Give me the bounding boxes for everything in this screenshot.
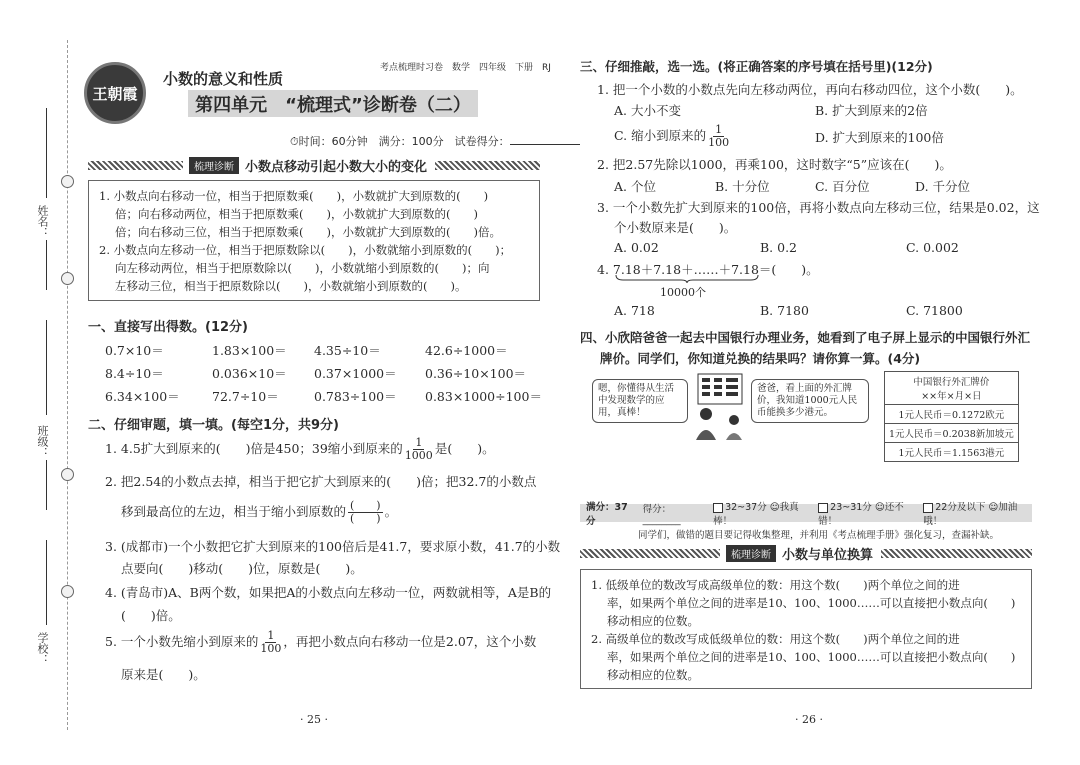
- fraction: $\frac{1}{100}$: [708, 123, 730, 149]
- s3-q3-line2: 个小数原来是( )。: [614, 220, 737, 235]
- review-tag: 梳理诊断: [189, 157, 239, 174]
- s3-q2-opt: B. 十分位: [715, 179, 770, 194]
- school-label: 学校：: [36, 632, 49, 665]
- calc-item: 0.36÷10×100＝: [425, 366, 527, 381]
- name-label: 姓名：: [36, 205, 49, 238]
- s2-q1: 1. 4.5扩大到原来的( )倍是450；39缩小到原来的 $\frac{1}{1000}$ 是( )。: [105, 436, 495, 462]
- binding-ring: [61, 175, 74, 188]
- s3-q1-opt-c: C. 缩小到原来的 $\frac{1}{100}$: [614, 123, 730, 149]
- section4-line1: 四、小欣陪爸爸一起去中国银行办理业务，她看到了电子屏上显示的中国银行外汇: [580, 330, 1031, 345]
- calc-item: 6.34×100＝: [105, 389, 180, 404]
- review-line: 2. 小数点向左移动一位，相当于把原数除以( )，小数就缩小到原数的( )；: [99, 243, 512, 257]
- s2-q2-line1: 2. 把2.54的小数点去掉，相当于把它扩大到原来的( )倍；把32.7的小数点: [105, 474, 537, 489]
- exam-meta: ⏱时间：60分钟 满分：100分 试卷得分：: [290, 133, 580, 149]
- score-level: 32~37分 ☺我真棒！: [713, 502, 799, 527]
- score-level: 22分及以下 ☺加油哦！: [923, 502, 1018, 527]
- sum-brace: [615, 274, 760, 284]
- review-line: 1. 小数点向右移动一位，相当于把原数乘( )，小数就扩大到原数的( ): [99, 189, 489, 203]
- s3-q1-opt-d: D. 扩大到原来的100倍: [815, 130, 944, 145]
- calc-item: 72.7÷10＝: [212, 389, 279, 404]
- brace-label: 10000个: [660, 286, 706, 299]
- s3-q3-opt: C. 0.002: [906, 240, 959, 255]
- calc-item: 0.036×10＝: [212, 366, 287, 381]
- speech-bubble-girl: 爸爸，看上面的外汇牌 价，我知道1000元人民 币能换多少港元。: [751, 379, 869, 423]
- s3-q4-opt: C. 71800: [906, 303, 963, 318]
- review-heading: 小数与单位换算: [782, 548, 874, 563]
- s3-q3-opt: B. 0.2: [760, 240, 798, 255]
- s3-q4: 4. 7.18＋7.18＋……＋7.18＝( )。: [597, 262, 819, 277]
- page-number-right: · 26 ·: [795, 713, 823, 726]
- class-label: 班级：: [36, 425, 49, 458]
- rate-row: 1元人民币＝0.1272欧元: [885, 405, 1019, 424]
- review-line: 向左移动两位，相当于把原数除以( )，小数就缩小到原数的( )；向: [115, 261, 490, 275]
- calc-item: 0.83×1000÷100＝: [425, 389, 542, 404]
- s2-q4-line1: 4. (青岛市)A、B两个数，如果把A的小数点向左移动一位，两数就相等，A是B的: [105, 585, 552, 600]
- checkbox-icon: [713, 503, 723, 513]
- s3-q3-line1: 3. 一个小数先扩大到原来的100倍，再将小数点向左移动三位，结果是0.02，这: [597, 200, 1040, 215]
- checkbox-icon: [923, 503, 933, 513]
- review-line: 移动相应的位数。: [607, 614, 699, 628]
- brand-logo: 王朝霞: [84, 62, 146, 124]
- fraction: $\frac{1}{1000}$: [404, 436, 433, 462]
- s2-q2-line2: 移到最高位的左边，相当于缩小到原数的 $\frac{( )}{( )}$ 。: [121, 499, 398, 525]
- review-line: 倍；向右移动两位，相当于把原数乘( )，小数就扩大到原数的( ): [115, 207, 478, 221]
- rate-row: 1元人民币＝0.2038新加坡元: [885, 424, 1019, 443]
- left-review-header: [88, 159, 540, 175]
- s3-q1: 1. 把一个小数的小数点先向左移动两位，再向右移动四位，这个小数( )。: [597, 82, 1023, 97]
- section4-line2: 牌价。同学们，你知道兑换的结果吗？请你算一算。(4分): [600, 351, 921, 366]
- review-line: 倍；向右移动三位，相当于把原数乘( )，小数就扩大到原数的( )倍。: [115, 225, 501, 239]
- rate-row: 1元人民币＝1.1563港元: [885, 443, 1019, 462]
- name-line-2: [46, 240, 47, 290]
- name-line: [46, 108, 47, 198]
- calc-item: 4.35÷10＝: [314, 343, 381, 358]
- s3-q2-opt: C. 百分位: [815, 179, 870, 194]
- s3-q1-opt-a: A. 大小不变: [614, 103, 681, 118]
- review-tag: 梳理诊断: [726, 545, 776, 562]
- s3-q2-opt: A. 个位: [614, 179, 656, 194]
- s2-q4-line2: ( )倍。: [121, 608, 181, 623]
- calc-item: 0.783÷100＝: [314, 389, 397, 404]
- s3-q4-opt: A. 718: [614, 303, 655, 318]
- review-line: 率，如果两个单位之间的进率是10、100、1000……可以直接把小数点向( ): [607, 596, 1016, 610]
- school-line: [46, 540, 47, 625]
- class-line: [46, 320, 47, 415]
- binding-ring: [61, 468, 74, 481]
- section2-heading: 二、仔细审题，填一填。(每空1分，共9分): [88, 418, 339, 433]
- calc-item: 1.83×100＝: [212, 343, 287, 358]
- page-title: 第四单元 “梳理式”诊断卷（二）: [188, 90, 478, 117]
- section1-heading: 一、直接写出得数。(12分): [88, 320, 248, 335]
- cut-line: [67, 40, 68, 730]
- fraction: $\frac{1}{100}$: [260, 629, 282, 655]
- s3-q3-opt: A. 0.02: [614, 240, 659, 255]
- calc-item: 0.7×10＝: [105, 343, 164, 358]
- calc-item: 0.37×1000＝: [314, 366, 397, 381]
- checkbox-icon: [818, 503, 828, 513]
- review-heading: 小数点移动引起小数大小的变化: [245, 160, 428, 175]
- s2-q5: 5. 一个小数先缩小到原来的 $\frac{1}{100}$ ，再把小数点向右移动一位是2.07，这个小数: [105, 629, 537, 655]
- review-line: 2. 高级单位的数改写成低级单位的数：用这个数( )两个单位之间的进: [591, 632, 960, 646]
- unit-subtitle: 小数的意义和性质: [163, 70, 284, 88]
- exchange-rate-table: [884, 371, 1019, 462]
- fraction: $\frac{( )}{( )}$: [350, 499, 381, 525]
- section3-heading: 三、仔细推敲，选一选。(将正确答案的序号填在括号里)(12分): [580, 59, 933, 74]
- s2-q3-line2: 点要向( )移动( )位，原数是( )。: [121, 561, 363, 576]
- s3-q2-opt: D. 千分位: [915, 179, 971, 194]
- s2-q5-line2: 原来是( )。: [121, 667, 206, 682]
- subject-line: 考点梳理时习卷 数学 四年级 下册 RJ: [380, 63, 551, 73]
- review-line: 移动相应的位数。: [607, 668, 699, 682]
- father-daughter-illustration: [688, 370, 750, 440]
- right-review-header: [580, 547, 1032, 563]
- calc-item: 8.4÷10＝: [105, 366, 164, 381]
- review-note: 同学们，做错的题目要记得收集整理，并利用《考点梳理手册》强化复习，查漏补缺。: [638, 530, 1000, 541]
- review-line: 率，如果两个单位之间的进率是10、100、1000……可以直接把小数点向( ): [607, 650, 1016, 664]
- score-level: 23~31分 ☺还不错！: [818, 502, 904, 527]
- page-number-left: · 25 ·: [300, 713, 328, 726]
- table-title: 中国银行外汇牌价 ××年×月×日: [885, 372, 1019, 405]
- right-review-box: [580, 569, 1032, 689]
- s3-q2: 2. 把2.57先除以1000，再乘100，这时数字“5”应该在( )。: [597, 157, 952, 172]
- calc-item: 42.6÷1000＝: [425, 343, 508, 358]
- review-line: 左移动三位，相当于把原数除以( )，小数就缩小到原数的( )。: [115, 279, 467, 293]
- s3-q1-opt-b: B. 扩大到原来的2倍: [815, 103, 928, 118]
- score-bar: 满分：37分 得分：________ 32~37分 ☺我真棒！ 23~31分 ☺还不错！ 22分及以下 ☺加油哦！: [580, 504, 1032, 522]
- binding-ring: [61, 272, 74, 285]
- review-line: 1. 低级单位的数改写成高级单位的数：用这个数( )两个单位之间的进: [591, 578, 960, 592]
- binding-ring: [61, 585, 74, 598]
- s2-q3-line1: 3. (成都市)一个小数把它扩大到原来的100倍后是41.7，要求原小数，41.7的小数: [105, 539, 561, 554]
- speech-bubble-dad: 嗯，你懂得从生活 中发现数学的应 用，真棒！: [592, 379, 688, 423]
- s3-q4-opt: B. 7180: [760, 303, 809, 318]
- class-line-2: [46, 460, 47, 510]
- left-review-box: [88, 180, 540, 301]
